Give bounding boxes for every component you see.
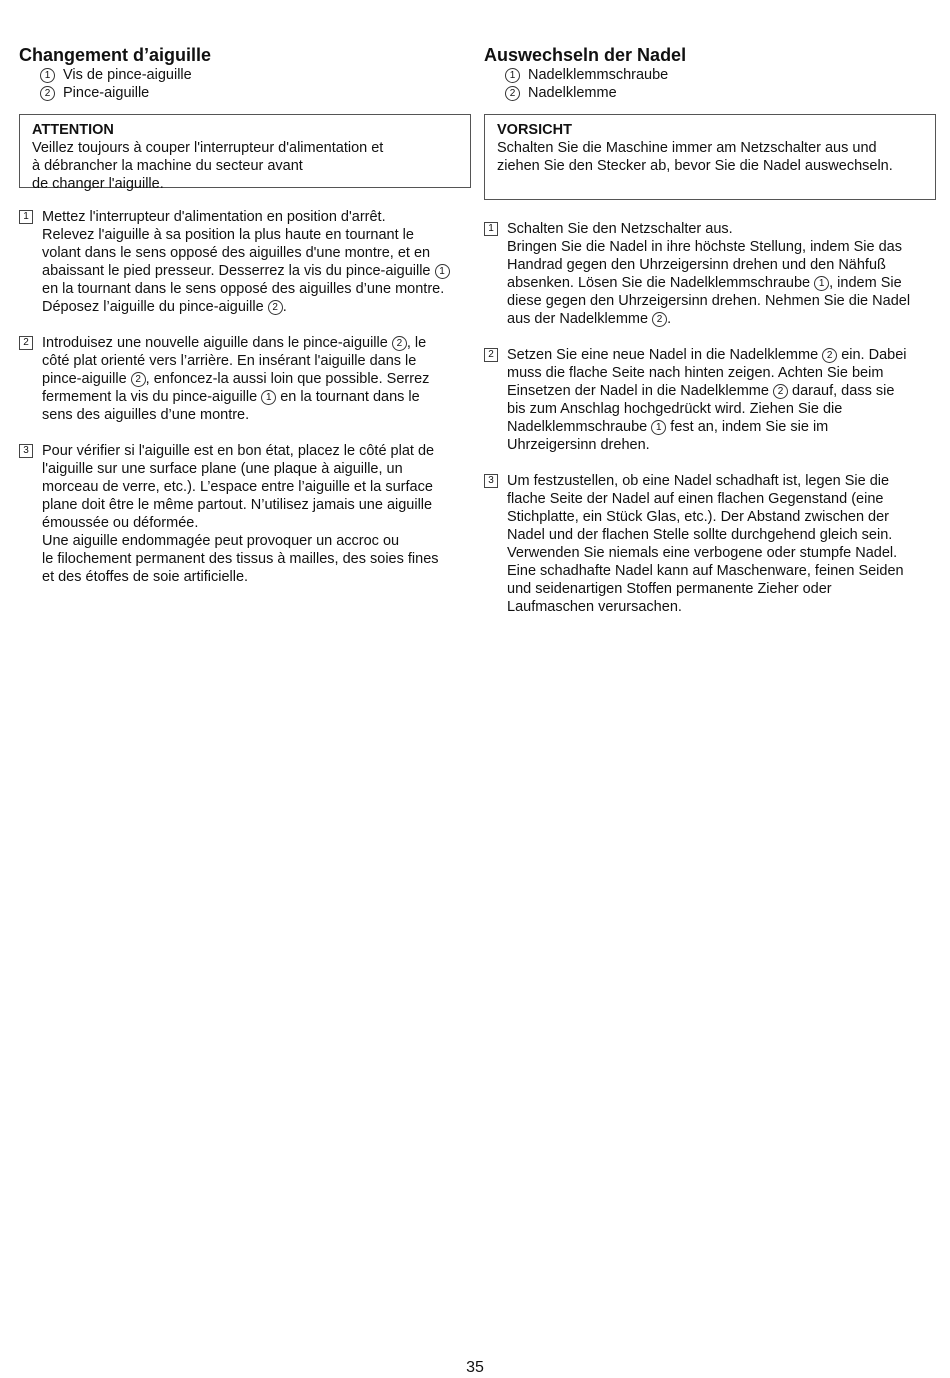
legend-label: Vis de pince-aiguille [63,67,192,83]
circled-reference: 2 [652,312,667,327]
step-number: 2 [484,348,498,362]
french-column [19,44,471,604]
warning-title: ATTENTION [32,122,114,138]
section-title: Changement d’aiguille [19,45,212,65]
warning-title: VORSICHT [497,122,572,138]
step-text-run: darauf, dass sie bis zum Anschlag hochgedrückt wird. Ziehen Sie die Nadelklemmschraube [507,383,895,435]
step-item [19,208,471,316]
page-number: 35 [466,1359,484,1376]
step-text-run: . [667,311,672,327]
steps-list [19,208,471,586]
circled-reference: 2 [822,348,837,363]
legend-item [505,66,936,84]
step-text-run: fest an, indem Sie sie im Uhrzeigersinn drehen. [507,419,829,453]
step-text-run: Introduisez une nouvelle aiguille dans le pince-aiguille [42,335,392,351]
step-text [507,346,907,454]
circled-reference: 1 [435,264,450,279]
german-column [484,44,936,634]
step-text [507,220,910,328]
step-text [42,208,450,316]
steps-list [484,220,936,616]
warning-box [19,114,471,192]
legend-item [40,66,471,84]
step-text-run: , indem Sie diese gegen den Uhrzeigersinn drehen. Nehmen Sie die Nadel aus der Nadelklemme [507,275,911,327]
step-text-run: ein. Dabei muss die flache Seite nach hinten zeigen. Achten Sie beim Einsetzen der Nadel in die Nadelklemme [507,347,907,399]
step-text-run: Pour vérifier si l'aiguille est en bon état, placez le côté plat de l'aiguille sur une surface plane (une plaque à aiguille, un morceau de verre, etc.). L’espace entre l’aiguille et la surface plane doit être le même partout. N’utilisez jamais une aiguille émoussée ou déformée. Une aiguille endommagée peut provoquer un accroc ou le filochement permanent des tissus à mailles, des soies fines et des étoffes de soie artificielle. [42,443,439,585]
step-text [42,334,429,424]
step-text [507,472,904,616]
step-item [19,334,471,424]
step-text [42,442,439,586]
circled-reference: 2 [131,372,146,387]
legend-item [40,84,471,102]
step-item [19,442,471,586]
step-text-run: Setzen Sie eine neue Nadel in die Nadelklemme [507,347,823,363]
circled-number: 2 [505,86,520,101]
step-text-run: en la tournant dans le sens des aiguilles d’une montre. [42,389,420,423]
section-title: Auswechseln der Nadel [484,45,687,65]
legend-item [505,84,936,102]
legend-label: Nadelklemmschraube [528,67,669,83]
legend-label: Nadelklemme [528,85,617,101]
step-number: 3 [19,444,33,458]
warning-text: Schalten Sie die Maschine immer am Netzschalter aus und ziehen Sie den Stecker ab, bevor Sie die Nadel auswechseln. [497,140,893,174]
circled-reference: 1 [261,390,276,405]
parts-legend [505,66,936,102]
circled-reference: 2 [392,336,407,351]
step-number: 3 [484,474,498,488]
legend-label: Pince-aiguille [63,85,150,101]
circled-number: 1 [40,68,55,83]
step-text-run: . [282,299,287,315]
step-number: 1 [484,222,498,236]
step-text-run: en la tournant dans le sens opposé des aiguilles d’une montre. Déposez l’aiguille du pince-aiguille [42,281,445,315]
warning-box [484,114,936,200]
step-item [484,472,936,616]
step-text-run: Um festzustellen, ob eine Nadel schadhaft ist, legen Sie die flache Seite der Nadel auf einen flachen Gegenstand (eine Stichplatte, ein Stück Glas, etc.). Der Abstand zwischen der Nadel und der flachen Stelle sollte durchgehend gleich sein. Verwenden Sie niemals eine verbogene oder stumpfe Nadel. Eine schadhafte Nadel kann auf Maschenware, feinen Seiden und seidenartigen Stoffen permanente Zieher oder Laufmaschen verursachen. [507,473,904,615]
step-text-run: , enfoncez-la aussi loin que possible. Serrez fermement la vis du pince-aiguille [42,371,430,405]
circled-number: 2 [40,86,55,101]
circled-reference: 2 [773,384,788,399]
step-item [484,346,936,454]
warning-text: Veillez toujours à couper l'interrupteur d'alimentation et à débrancher la machine du secteur avant de changer l'aiguille. [32,140,384,192]
circled-number: 1 [505,68,520,83]
circled-reference: 1 [814,276,829,291]
circled-reference: 1 [651,420,666,435]
circled-reference: 2 [268,300,283,315]
step-text-run: Mettez l'interrupteur d'alimentation en position d'arrêt. Relevez l'aiguille à sa position la plus haute en tournant le volant dans le sens opposé des aiguilles d'une montre, et en abaissant le pied presseur. Desserrez la vis du pince-aiguille [42,209,431,279]
step-item [484,220,936,328]
parts-legend [40,66,471,102]
step-number: 2 [19,336,33,350]
step-text-run: Schalten Sie den Netzschalter aus. Bringen Sie die Nadel in ihre höchste Stellung, indem Sie das Handrad gegen den Uhrzeigersinn drehen und den Nähfuß absenken. Lösen Sie die Nadelklemmschraube [507,221,902,291]
step-number: 1 [19,210,33,224]
step-text-run: , le côté plat orienté vers l’arrière. En insérant l'aiguille dans le pince-aiguille [42,335,427,387]
